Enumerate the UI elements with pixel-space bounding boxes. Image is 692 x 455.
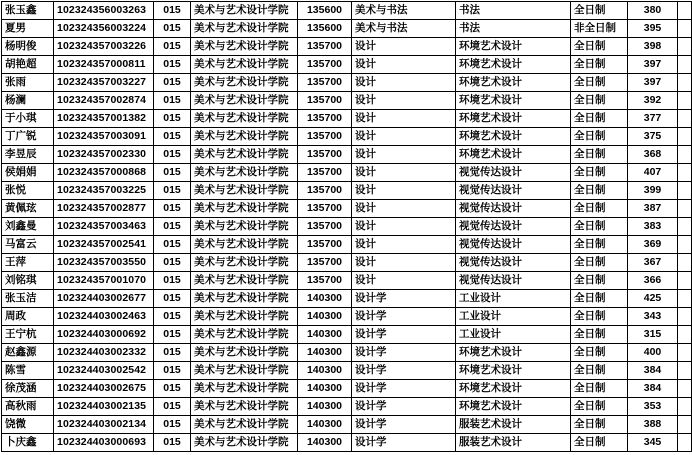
cell-college: 美术与艺术设计学院 [191, 380, 298, 398]
cell-major: 设计 [352, 254, 456, 272]
cell-score: 425 [628, 290, 678, 308]
cell-score: 383 [628, 218, 678, 236]
cell-direction: 环境艺术设计 [456, 92, 571, 110]
cell-college_code: 015 [154, 236, 191, 254]
cell-study_mode: 全日制 [571, 254, 628, 272]
cell-college_code: 015 [154, 434, 191, 452]
cell-filler [678, 38, 692, 56]
cell-candidate_id: 102324357000868 [54, 164, 154, 182]
cell-college: 美术与艺术设计学院 [191, 434, 298, 452]
table-row [2, 272, 692, 290]
cell-name: 杨明俊 [2, 38, 54, 56]
cell-college: 美术与艺术设计学院 [191, 272, 298, 290]
cell-college: 美术与艺术设计学院 [191, 344, 298, 362]
table-row [2, 380, 692, 398]
cell-college: 美术与艺术设计学院 [191, 254, 298, 272]
cell-candidate_id: 102324403002675 [54, 380, 154, 398]
cell-name: 张玉鑫 [2, 2, 54, 20]
cell-study_mode: 全日制 [571, 2, 628, 20]
cell-study_mode: 全日制 [571, 290, 628, 308]
table-row [2, 326, 692, 344]
cell-name: 李昱辰 [2, 146, 54, 164]
cell-study_mode: 全日制 [571, 272, 628, 290]
cell-direction: 视觉传达设计 [456, 254, 571, 272]
cell-score: 375 [628, 128, 678, 146]
cell-score: 377 [628, 110, 678, 128]
cell-direction: 环境艺术设计 [456, 362, 571, 380]
cell-candidate_id: 102324356003224 [54, 20, 154, 38]
cell-college_code: 015 [154, 110, 191, 128]
cell-major_code: 135700 [298, 92, 352, 110]
cell-name: 杨澜 [2, 92, 54, 110]
cell-direction: 工业设计 [456, 308, 571, 326]
cell-direction: 环境艺术设计 [456, 344, 571, 362]
cell-major_code: 140300 [298, 362, 352, 380]
cell-study_mode: 全日制 [571, 398, 628, 416]
cell-filler [678, 254, 692, 272]
cell-major: 设计学 [352, 344, 456, 362]
cell-filler [678, 398, 692, 416]
cell-college: 美术与艺术设计学院 [191, 200, 298, 218]
cell-score: 366 [628, 272, 678, 290]
cell-filler [678, 236, 692, 254]
cell-major: 设计学 [352, 308, 456, 326]
cell-candidate_id: 102324403000693 [54, 434, 154, 452]
cell-filler [678, 200, 692, 218]
cell-major: 设计 [352, 74, 456, 92]
cell-name: 丁广锐 [2, 128, 54, 146]
cell-college_code: 015 [154, 182, 191, 200]
table-row [2, 290, 692, 308]
cell-direction: 视觉传达设计 [456, 164, 571, 182]
cell-candidate_id: 102324357002541 [54, 236, 154, 254]
cell-college: 美术与艺术设计学院 [191, 290, 298, 308]
cell-college_code: 015 [154, 128, 191, 146]
table-row [2, 92, 692, 110]
cell-score: 343 [628, 308, 678, 326]
cell-college: 美术与艺术设计学院 [191, 308, 298, 326]
results-table-body [2, 2, 692, 452]
table-row [2, 434, 692, 452]
cell-major: 设计学 [352, 362, 456, 380]
cell-score: 345 [628, 434, 678, 452]
cell-college: 美术与艺术设计学院 [191, 164, 298, 182]
table-row [2, 254, 692, 272]
cell-candidate_id: 102324357002330 [54, 146, 154, 164]
cell-candidate_id: 102324357002877 [54, 200, 154, 218]
cell-direction: 视觉传达设计 [456, 236, 571, 254]
cell-filler [678, 290, 692, 308]
cell-major: 设计 [352, 182, 456, 200]
cell-score: 384 [628, 380, 678, 398]
cell-major_code: 135700 [298, 74, 352, 92]
cell-candidate_id: 102324357003463 [54, 218, 154, 236]
cell-direction: 服装艺术设计 [456, 416, 571, 434]
cell-score: 392 [628, 92, 678, 110]
cell-direction: 服装艺术设计 [456, 434, 571, 452]
cell-major: 设计学 [352, 434, 456, 452]
cell-college_code: 015 [154, 38, 191, 56]
cell-college: 美术与艺术设计学院 [191, 92, 298, 110]
table-row [2, 20, 692, 38]
cell-major: 设计学 [352, 380, 456, 398]
cell-candidate_id: 102324403002134 [54, 416, 154, 434]
cell-major_code: 140300 [298, 380, 352, 398]
cell-filler [678, 362, 692, 380]
cell-college: 美术与艺术设计学院 [191, 20, 298, 38]
cell-major_code: 135700 [298, 56, 352, 74]
table-row [2, 362, 692, 380]
cell-college_code: 015 [154, 254, 191, 272]
cell-score: 368 [628, 146, 678, 164]
cell-college_code: 015 [154, 92, 191, 110]
cell-filler [678, 92, 692, 110]
cell-name: 周政 [2, 308, 54, 326]
cell-name: 张悦 [2, 182, 54, 200]
cell-candidate_id: 102324357003550 [54, 254, 154, 272]
cell-major: 设计学 [352, 416, 456, 434]
cell-major_code: 135700 [298, 272, 352, 290]
cell-major_code: 135600 [298, 2, 352, 20]
cell-candidate_id: 102324357003227 [54, 74, 154, 92]
cell-major: 设计学 [352, 290, 456, 308]
table-row [2, 182, 692, 200]
cell-name: 夏男 [2, 20, 54, 38]
cell-direction: 视觉传达设计 [456, 200, 571, 218]
cell-college_code: 015 [154, 20, 191, 38]
table-row [2, 344, 692, 362]
cell-candidate_id: 102324403002542 [54, 362, 154, 380]
cell-major_code: 140300 [298, 434, 352, 452]
cell-name: 胡艳超 [2, 56, 54, 74]
cell-direction: 环境艺术设计 [456, 398, 571, 416]
cell-candidate_id: 102324357000811 [54, 56, 154, 74]
cell-filler [678, 344, 692, 362]
cell-direction: 视觉传达设计 [456, 182, 571, 200]
cell-major_code: 135600 [298, 20, 352, 38]
cell-study_mode: 全日制 [571, 416, 628, 434]
cell-college_code: 015 [154, 200, 191, 218]
cell-college_code: 015 [154, 218, 191, 236]
cell-filler [678, 308, 692, 326]
cell-score: 369 [628, 236, 678, 254]
cell-study_mode: 全日制 [571, 308, 628, 326]
cell-candidate_id: 102324403000692 [54, 326, 154, 344]
cell-major_code: 135700 [298, 236, 352, 254]
cell-study_mode: 全日制 [571, 110, 628, 128]
cell-college: 美术与艺术设计学院 [191, 398, 298, 416]
cell-major: 设计 [352, 218, 456, 236]
admission-score-table [1, 1, 692, 452]
cell-filler [678, 2, 692, 20]
cell-filler [678, 20, 692, 38]
cell-direction: 工业设计 [456, 326, 571, 344]
cell-score: 400 [628, 344, 678, 362]
cell-name: 张玉洁 [2, 290, 54, 308]
cell-college_code: 015 [154, 398, 191, 416]
cell-score: 395 [628, 20, 678, 38]
cell-filler [678, 110, 692, 128]
cell-major_code: 135700 [298, 128, 352, 146]
table-row [2, 218, 692, 236]
cell-major_code: 140300 [298, 290, 352, 308]
cell-major: 设计 [352, 92, 456, 110]
cell-name: 刘铭琪 [2, 272, 54, 290]
cell-major: 设计 [352, 38, 456, 56]
table-row [2, 2, 692, 20]
cell-study_mode: 全日制 [571, 74, 628, 92]
cell-direction: 环境艺术设计 [456, 74, 571, 92]
cell-score: 398 [628, 38, 678, 56]
table-row [2, 308, 692, 326]
cell-college_code: 015 [154, 344, 191, 362]
cell-major: 美术与书法 [352, 20, 456, 38]
cell-candidate_id: 102324357002874 [54, 92, 154, 110]
cell-college: 美术与艺术设计学院 [191, 128, 298, 146]
cell-name: 马富云 [2, 236, 54, 254]
cell-college_code: 015 [154, 272, 191, 290]
cell-college: 美术与艺术设计学院 [191, 326, 298, 344]
cell-study_mode: 全日制 [571, 92, 628, 110]
cell-college: 美术与艺术设计学院 [191, 416, 298, 434]
cell-major: 设计 [352, 110, 456, 128]
cell-name: 于小琪 [2, 110, 54, 128]
cell-college: 美术与艺术设计学院 [191, 218, 298, 236]
table-row [2, 38, 692, 56]
cell-major: 设计 [352, 200, 456, 218]
cell-score: 407 [628, 164, 678, 182]
cell-score: 384 [628, 362, 678, 380]
cell-candidate_id: 102324403002332 [54, 344, 154, 362]
cell-study_mode: 非全日制 [571, 20, 628, 38]
cell-name: 王宁杭 [2, 326, 54, 344]
cell-study_mode: 全日制 [571, 38, 628, 56]
cell-college_code: 015 [154, 362, 191, 380]
cell-score: 315 [628, 326, 678, 344]
cell-study_mode: 全日制 [571, 380, 628, 398]
cell-major_code: 135700 [298, 254, 352, 272]
cell-name: 张雨 [2, 74, 54, 92]
table-row [2, 200, 692, 218]
cell-score: 388 [628, 416, 678, 434]
cell-college_code: 015 [154, 56, 191, 74]
cell-candidate_id: 102324357003226 [54, 38, 154, 56]
cell-name: 赵鑫源 [2, 344, 54, 362]
cell-study_mode: 全日制 [571, 344, 628, 362]
cell-major: 设计 [352, 128, 456, 146]
cell-score: 397 [628, 56, 678, 74]
cell-college_code: 015 [154, 308, 191, 326]
cell-college: 美术与艺术设计学院 [191, 362, 298, 380]
table-row [2, 416, 692, 434]
cell-candidate_id: 102324403002135 [54, 398, 154, 416]
cell-name: 黄佩玹 [2, 200, 54, 218]
table-row [2, 56, 692, 74]
cell-major_code: 135700 [298, 200, 352, 218]
cell-major_code: 140300 [298, 308, 352, 326]
cell-major_code: 140300 [298, 416, 352, 434]
cell-name: 高秋雨 [2, 398, 54, 416]
cell-major_code: 135700 [298, 218, 352, 236]
cell-candidate_id: 102324357003225 [54, 182, 154, 200]
cell-major_code: 135700 [298, 182, 352, 200]
cell-name: 徐茂涵 [2, 380, 54, 398]
cell-major_code: 140300 [298, 344, 352, 362]
cell-direction: 环境艺术设计 [456, 380, 571, 398]
cell-college: 美术与艺术设计学院 [191, 74, 298, 92]
cell-filler [678, 74, 692, 92]
cell-study_mode: 全日制 [571, 182, 628, 200]
cell-filler [678, 128, 692, 146]
cell-major: 设计 [352, 272, 456, 290]
cell-study_mode: 全日制 [571, 164, 628, 182]
cell-direction: 环境艺术设计 [456, 146, 571, 164]
cell-direction: 工业设计 [456, 290, 571, 308]
cell-study_mode: 全日制 [571, 434, 628, 452]
cell-major_code: 140300 [298, 326, 352, 344]
table-row [2, 128, 692, 146]
cell-study_mode: 全日制 [571, 362, 628, 380]
cell-direction: 环境艺术设计 [456, 110, 571, 128]
cell-college_code: 015 [154, 380, 191, 398]
cell-college: 美术与艺术设计学院 [191, 56, 298, 74]
cell-major_code: 135700 [298, 146, 352, 164]
cell-study_mode: 全日制 [571, 326, 628, 344]
cell-name: 陈雪 [2, 362, 54, 380]
cell-score: 367 [628, 254, 678, 272]
cell-college: 美术与艺术设计学院 [191, 110, 298, 128]
cell-name: 刘鑫曼 [2, 218, 54, 236]
cell-filler [678, 434, 692, 452]
cell-major: 美术与书法 [352, 2, 456, 20]
cell-score: 353 [628, 398, 678, 416]
cell-filler [678, 164, 692, 182]
cell-candidate_id: 102324357003091 [54, 128, 154, 146]
cell-direction: 环境艺术设计 [456, 38, 571, 56]
cell-major: 设计学 [352, 398, 456, 416]
cell-college_code: 015 [154, 416, 191, 434]
cell-name: 侯娟娟 [2, 164, 54, 182]
cell-college: 美术与艺术设计学院 [191, 236, 298, 254]
cell-direction: 视觉传达设计 [456, 272, 571, 290]
cell-study_mode: 全日制 [571, 146, 628, 164]
cell-major_code: 135700 [298, 110, 352, 128]
cell-study_mode: 全日制 [571, 236, 628, 254]
cell-direction: 环境艺术设计 [456, 128, 571, 146]
table-row [2, 164, 692, 182]
cell-filler [678, 416, 692, 434]
cell-candidate_id: 102324403002463 [54, 308, 154, 326]
cell-score: 397 [628, 74, 678, 92]
cell-filler [678, 182, 692, 200]
cell-major_code: 135700 [298, 164, 352, 182]
cell-name: 饶微 [2, 416, 54, 434]
table-row [2, 146, 692, 164]
cell-major: 设计 [352, 56, 456, 74]
cell-filler [678, 56, 692, 74]
table-row [2, 110, 692, 128]
cell-college_code: 015 [154, 2, 191, 20]
cell-major: 设计学 [352, 326, 456, 344]
cell-candidate_id: 102324403002677 [54, 290, 154, 308]
cell-major_code: 140300 [298, 398, 352, 416]
cell-college_code: 015 [154, 74, 191, 92]
cell-study_mode: 全日制 [571, 200, 628, 218]
cell-college_code: 015 [154, 326, 191, 344]
cell-direction: 环境艺术设计 [456, 56, 571, 74]
cell-candidate_id: 102324357001382 [54, 110, 154, 128]
cell-name: 卜庆鑫 [2, 434, 54, 452]
cell-score: 380 [628, 2, 678, 20]
cell-score: 399 [628, 182, 678, 200]
cell-filler [678, 380, 692, 398]
cell-score: 387 [628, 200, 678, 218]
cell-study_mode: 全日制 [571, 56, 628, 74]
table-row [2, 398, 692, 416]
cell-major_code: 135700 [298, 38, 352, 56]
table-row [2, 74, 692, 92]
cell-college: 美术与艺术设计学院 [191, 146, 298, 164]
cell-filler [678, 272, 692, 290]
cell-direction: 视觉传达设计 [456, 218, 571, 236]
cell-college_code: 015 [154, 290, 191, 308]
cell-college: 美术与艺术设计学院 [191, 182, 298, 200]
cell-candidate_id: 102324356003263 [54, 2, 154, 20]
cell-college_code: 015 [154, 164, 191, 182]
cell-major: 设计 [352, 236, 456, 254]
table-row [2, 236, 692, 254]
cell-direction: 书法 [456, 2, 571, 20]
cell-direction: 书法 [456, 20, 571, 38]
cell-study_mode: 全日制 [571, 128, 628, 146]
cell-study_mode: 全日制 [571, 218, 628, 236]
cell-college: 美术与艺术设计学院 [191, 38, 298, 56]
cell-major: 设计 [352, 164, 456, 182]
cell-college: 美术与艺术设计学院 [191, 2, 298, 20]
cell-filler [678, 146, 692, 164]
cell-candidate_id: 102324357001070 [54, 272, 154, 290]
cell-college_code: 015 [154, 146, 191, 164]
cell-filler [678, 218, 692, 236]
cell-name: 王萍 [2, 254, 54, 272]
cell-major: 设计 [352, 146, 456, 164]
cell-filler [678, 326, 692, 344]
